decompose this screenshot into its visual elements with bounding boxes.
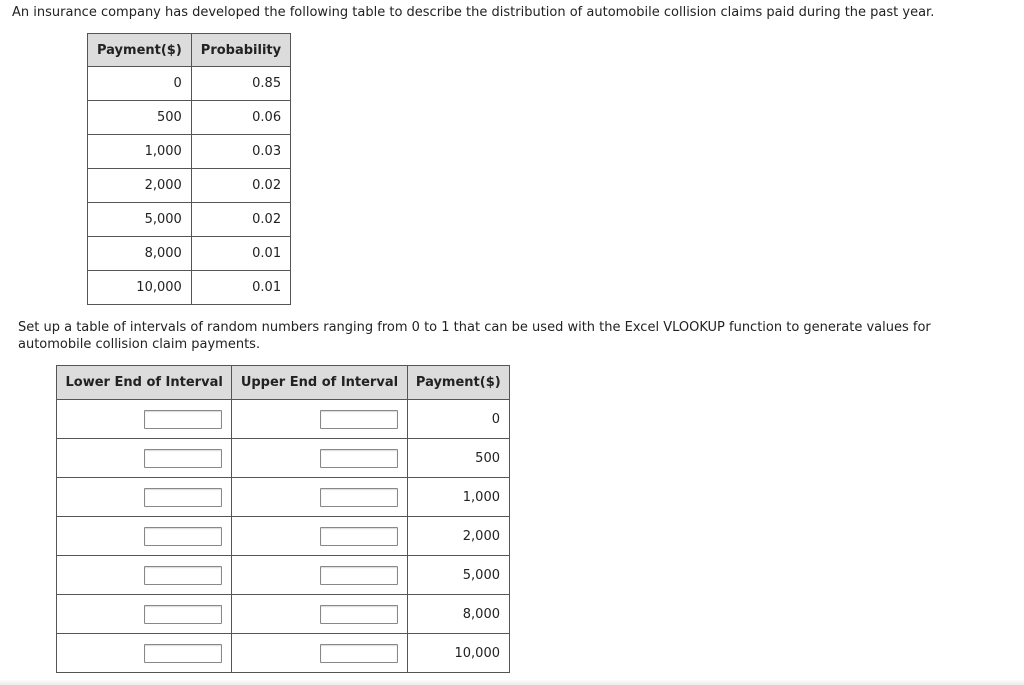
table-row	[57, 556, 510, 595]
lower-cell	[57, 439, 232, 478]
payment-cell: 8,000	[88, 237, 192, 271]
table-row	[57, 478, 510, 517]
lower-cell	[57, 517, 232, 556]
lower-cell	[57, 556, 232, 595]
lower-cell	[57, 400, 232, 439]
upper-end-input[interactable]	[320, 488, 398, 507]
lower-end-input[interactable]	[144, 488, 222, 507]
payment-cell: 1,000	[88, 135, 192, 169]
probability-cell: 0.01	[191, 271, 290, 305]
payment-cell: 0	[88, 67, 192, 101]
table-row	[88, 203, 291, 237]
payment-cell: 500	[407, 439, 509, 478]
payment-cell: 5,000	[407, 556, 509, 595]
table-row	[88, 169, 291, 203]
upper-end-input[interactable]	[320, 605, 398, 624]
table-row	[57, 439, 510, 478]
upper-cell	[232, 517, 407, 556]
header-upper-end: Upper End of Interval	[232, 366, 407, 400]
lower-end-input[interactable]	[144, 644, 222, 663]
upper-cell	[232, 478, 407, 517]
upper-end-input[interactable]	[320, 644, 398, 663]
lower-end-input[interactable]	[144, 566, 222, 585]
distribution-header-row	[88, 34, 291, 67]
payment-cell: 500	[88, 101, 192, 135]
table-row	[88, 135, 291, 169]
upper-cell	[232, 400, 407, 439]
probability-cell: 0.01	[191, 237, 290, 271]
probability-cell: 0.85	[191, 67, 290, 101]
table-row	[88, 237, 291, 271]
upper-cell	[232, 439, 407, 478]
upper-end-input[interactable]	[320, 566, 398, 585]
payment-cell: 10,000	[88, 271, 192, 305]
table-row	[88, 101, 291, 135]
upper-cell	[232, 595, 407, 634]
upper-cell	[232, 556, 407, 595]
header-lower-end: Lower End of Interval	[57, 366, 232, 400]
table-row	[88, 67, 291, 101]
probability-cell: 0.03	[191, 135, 290, 169]
payment-cell: 2,000	[407, 517, 509, 556]
upper-end-input[interactable]	[320, 527, 398, 546]
upper-end-input[interactable]	[320, 449, 398, 468]
payment-cell: 5,000	[88, 203, 192, 237]
bottom-shade	[0, 679, 1024, 685]
lower-cell	[57, 595, 232, 634]
table-row	[57, 595, 510, 634]
lower-cell	[57, 634, 232, 673]
distribution-table	[87, 33, 291, 305]
header-probability: Probability	[191, 34, 290, 67]
intro-text: An insurance company has developed the following table to describe the distribution of automobile collision claims paid during the past year.	[12, 5, 935, 20]
probability-cell: 0.02	[191, 203, 290, 237]
interval-table	[56, 365, 510, 673]
upper-end-input[interactable]	[320, 410, 398, 429]
table-row	[88, 271, 291, 305]
interval-header-row	[57, 366, 510, 400]
table-row	[57, 634, 510, 673]
lower-end-input[interactable]	[144, 527, 222, 546]
payment-cell: 1,000	[407, 478, 509, 517]
table-row	[57, 517, 510, 556]
payment-cell: 2,000	[88, 169, 192, 203]
payment-cell: 8,000	[407, 595, 509, 634]
lower-end-input[interactable]	[144, 449, 222, 468]
probability-cell: 0.06	[191, 101, 290, 135]
lower-cell	[57, 478, 232, 517]
upper-cell	[232, 634, 407, 673]
lower-end-input[interactable]	[144, 605, 222, 624]
table-row	[57, 400, 510, 439]
probability-cell: 0.02	[191, 169, 290, 203]
instruction-text: Set up a table of intervals of random numbers ranging from 0 to 1 that can be used with the Excel VLOOKUP function to generate values for automobile collision claim payments.	[18, 320, 931, 352]
payment-cell: 10,000	[407, 634, 509, 673]
payment-cell: 0	[407, 400, 509, 439]
lower-end-input[interactable]	[144, 410, 222, 429]
header-payment: Payment($)	[407, 366, 509, 400]
header-payment: Payment($)	[88, 34, 192, 67]
